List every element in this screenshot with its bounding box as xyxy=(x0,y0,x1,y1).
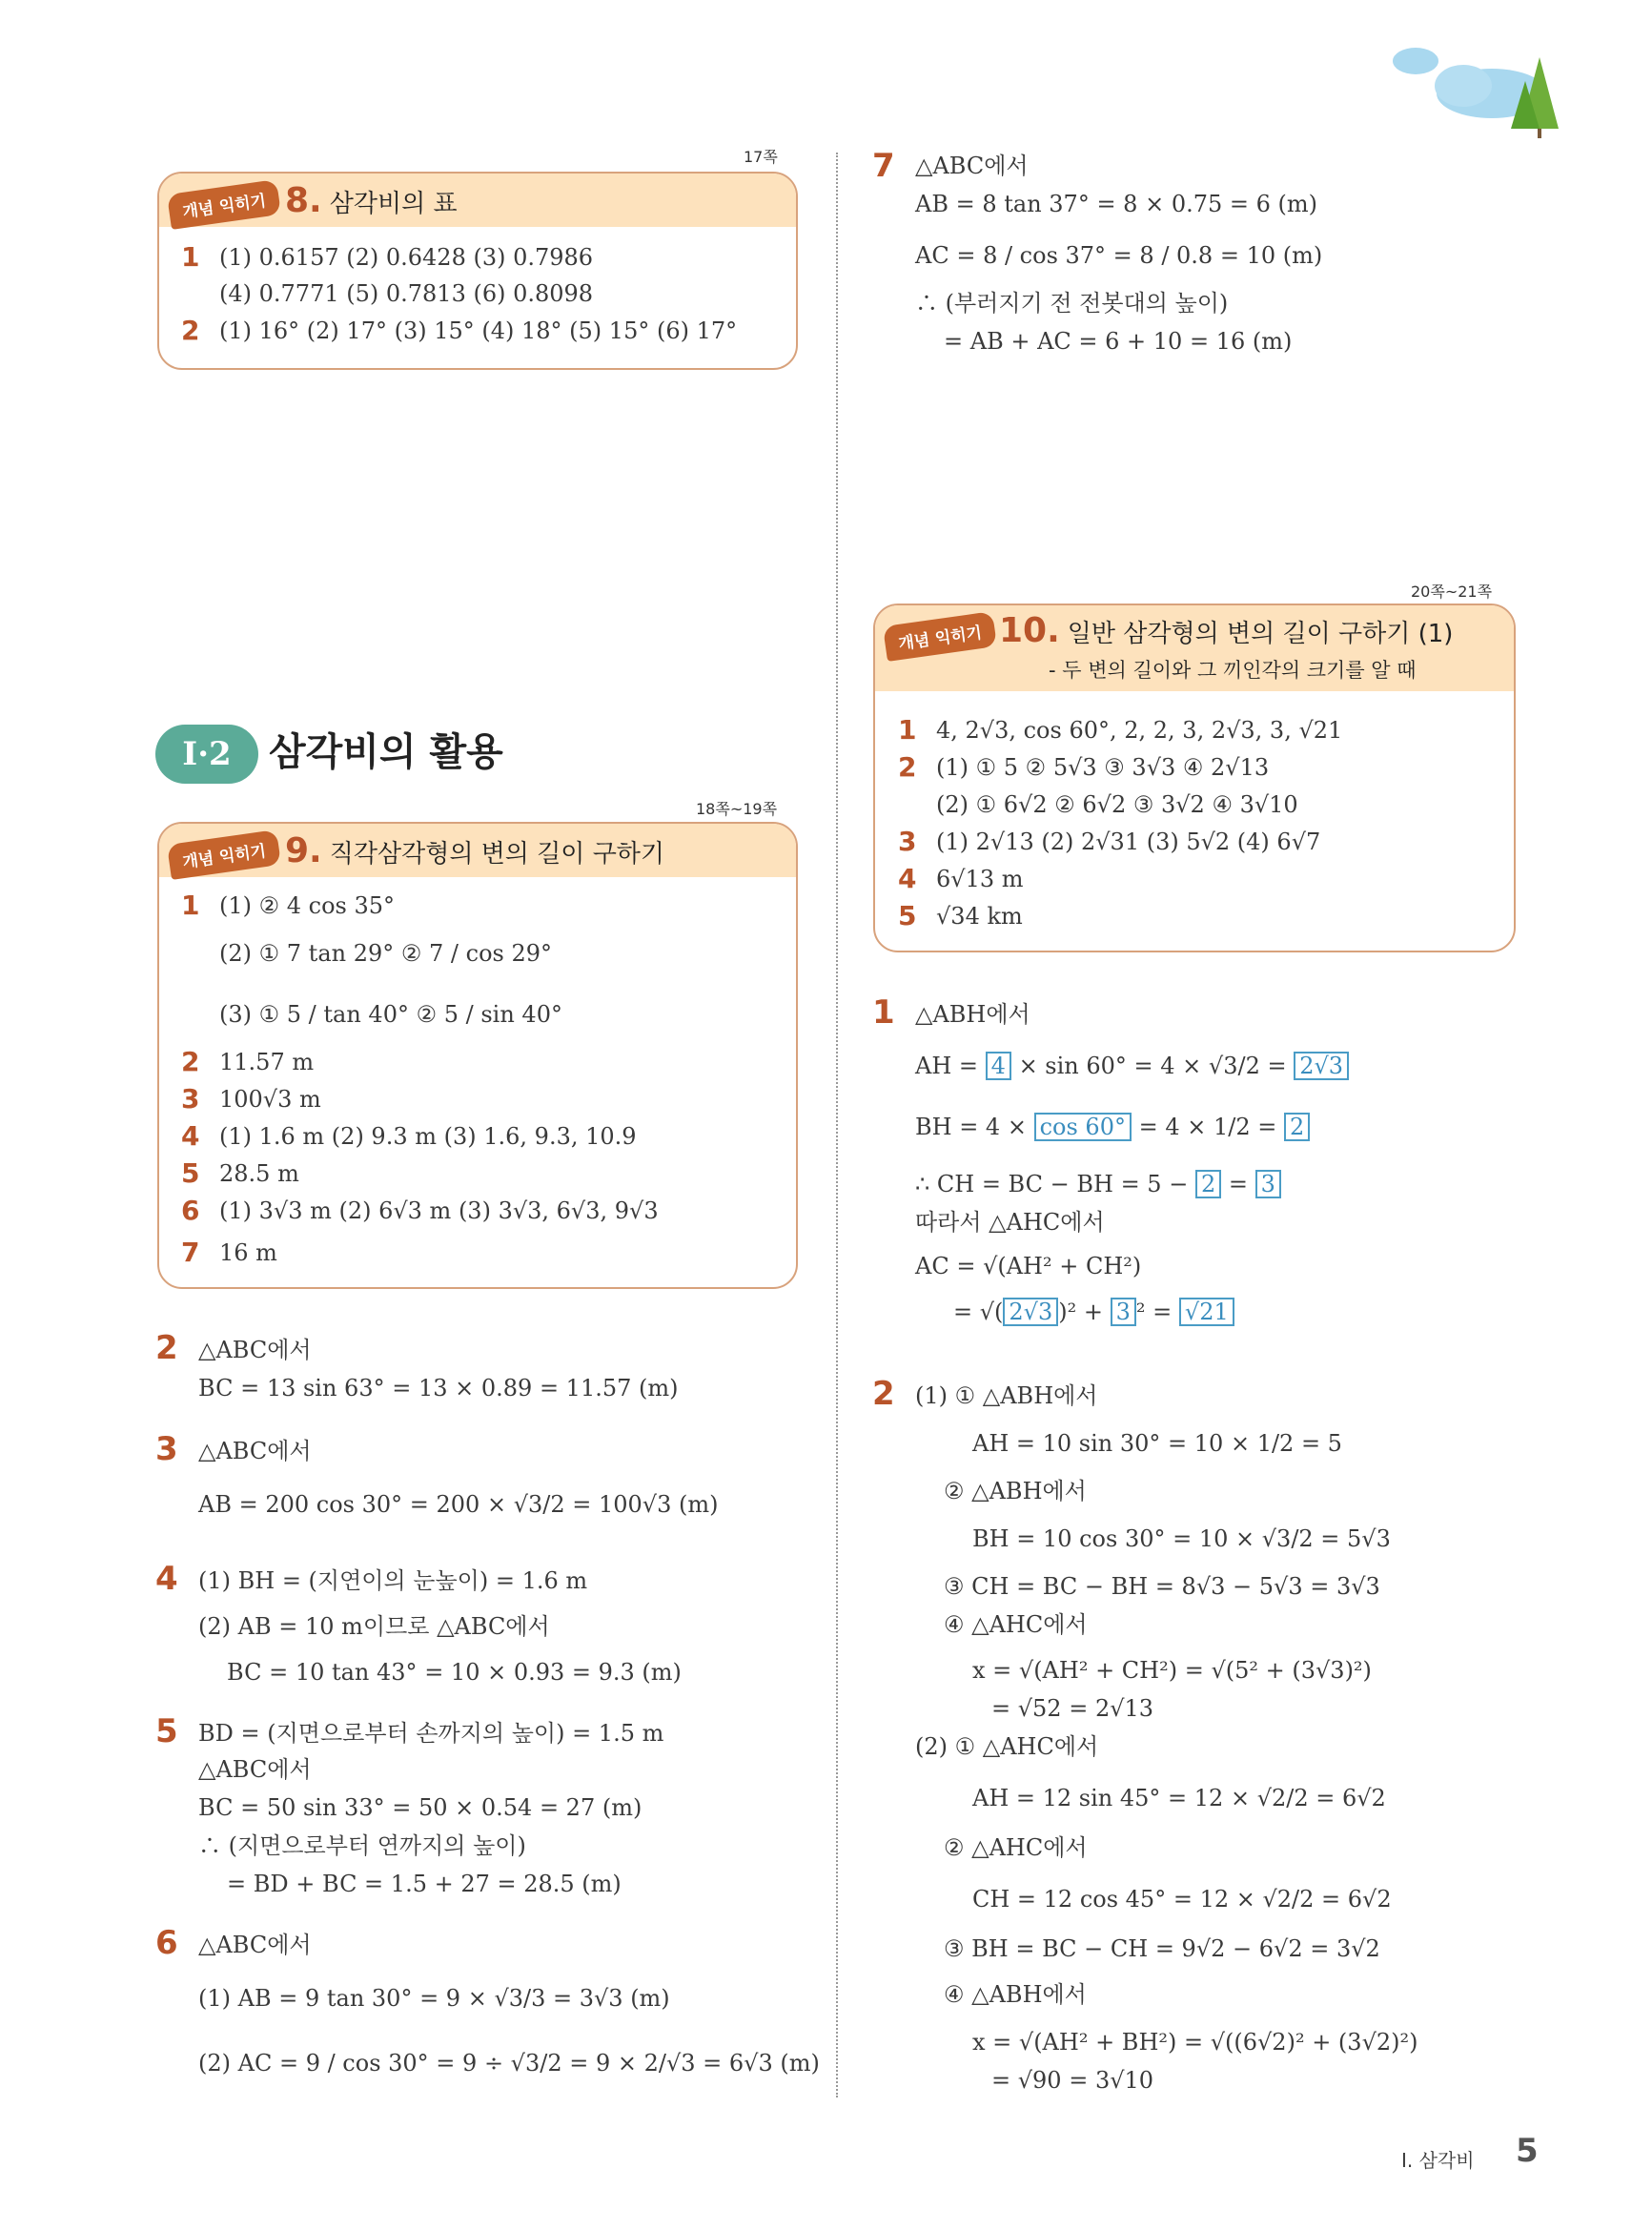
answer-num: 1 xyxy=(898,714,917,746)
solution-line: BH = 10 cos 30° = 10 × √3/2 = 5√3 xyxy=(972,1525,1391,1552)
solution-line: (2) AB = 10 m이므로 △ABC에서 xyxy=(198,1613,550,1640)
answer-line: 16 m xyxy=(219,1239,277,1266)
answer-num: 4 xyxy=(181,1120,200,1152)
solution-line: AC = 8 / cos 37° = 8 / 0.8 = 10 (m) xyxy=(915,242,1323,269)
answer-num: 5 xyxy=(181,1157,200,1189)
solution-line: AB = 200 cos 30° = 200 × √3/2 = 100√3 (m) xyxy=(198,1491,719,1518)
solution-line: △ABC에서 xyxy=(198,1756,312,1783)
solution-line: (1) ① △ABH에서 xyxy=(915,1382,1098,1409)
solution-line: = √90 = 3√10 xyxy=(991,2067,1154,2094)
answer-box: 2 xyxy=(1284,1113,1310,1141)
solution-line: x = √(AH² + CH²) = √(5² + (3√3)²) xyxy=(972,1657,1372,1684)
answer-num: 1 xyxy=(181,890,200,921)
solution-line: ③ CH = BC − BH = 8√3 − 5√3 = 3√3 xyxy=(944,1573,1380,1600)
answer-line: (1) 16° (2) 17° (3) 15° (4) 18° (5) 15° (6) 17° xyxy=(219,317,738,344)
solution-line: (1) BH = (지연이의 눈높이) = 1.6 m xyxy=(198,1567,588,1594)
solution-line: AC = √(AH² + CH²) xyxy=(915,1253,1142,1279)
answer-num: 4 xyxy=(898,863,917,894)
solution-line: (2) ① △AHC에서 xyxy=(915,1733,1099,1760)
solution-line: △ABC에서 xyxy=(198,1438,312,1464)
solution-line: △ABC에서 xyxy=(915,153,1029,179)
solution-line: BC = 13 sin 63° = 13 × 0.89 = 11.57 (m) xyxy=(198,1375,679,1401)
answer-num: 6 xyxy=(181,1195,200,1226)
answer-num: 2 xyxy=(181,315,200,346)
solution-line: △ABC에서 xyxy=(198,1337,312,1363)
chapter-badge: I·2 xyxy=(155,725,258,784)
solution-line: ② △AHC에서 xyxy=(944,1834,1088,1861)
solution-num: 4 xyxy=(155,1560,178,1598)
page-number: 5 xyxy=(1516,2132,1539,2170)
solution-line: AH = 12 sin 45° = 12 × √2/2 = 6√2 xyxy=(972,1785,1386,1811)
solution-line: ∴ (지면으로부터 연까지의 높이) xyxy=(198,1832,526,1859)
solution-line: ③ BH = BC − CH = 9√2 − 6√2 = 3√2 xyxy=(944,1935,1380,1962)
solution-line: (2) AC = 9 / cos 30° = 9 ÷ √3/2 = 9 × 2/√3 = 6√3 (m) xyxy=(198,2050,820,2077)
solution-line: BC = 50 sin 33° = 50 × 0.54 = 27 (m) xyxy=(198,1794,642,1821)
solution-num: 2 xyxy=(872,1375,895,1413)
solution-num: 2 xyxy=(155,1329,178,1367)
solution-line: CH = 12 cos 45° = 12 × √2/2 = 6√2 xyxy=(972,1886,1392,1913)
section-8-title: 8. 삼각비의 표 xyxy=(285,181,458,220)
solution-line: = AB + AC = 6 + 10 = 16 (m) xyxy=(944,328,1293,355)
answer-line: (4) 0.7771 (5) 0.7813 (6) 0.8098 xyxy=(219,280,594,307)
answer-line: 4, 2√3, cos 60°, 2, 2, 3, 2√3, 3, √21 xyxy=(936,717,1343,744)
answer-line: (3) ① 5 / tan 40° ② 5 / sin 40° xyxy=(219,1001,562,1028)
page-ref-9: 18쪽~19쪽 xyxy=(696,800,778,818)
answer-line: 6√13 m xyxy=(936,866,1024,892)
footer-chapter: I. 삼각비 xyxy=(1401,2149,1475,2172)
section-9-title: 9. 직각삼각형의 변의 길이 구하기 xyxy=(285,831,665,870)
solution-line: AH = 10 sin 30° = 10 × 1/2 = 5 xyxy=(972,1430,1342,1457)
page-ref-10: 20쪽~21쪽 xyxy=(1411,583,1493,601)
concept-tag: 개념 익히기 xyxy=(883,611,997,662)
answer-box: 2√3 xyxy=(1294,1052,1349,1080)
solution-line: BH = 4 × cos 60° = 4 × 1/2 = 2 xyxy=(915,1112,1310,1142)
answer-line: (1) 1.6 m (2) 9.3 m (3) 1.6, 9.3, 10.9 xyxy=(219,1123,637,1150)
solution-line: (1) AB = 9 tan 30° = 9 × √3/3 = 3√3 (m) xyxy=(198,1985,670,2012)
answer-num: 2 xyxy=(181,1046,200,1077)
solution-line: ② △ABH에서 xyxy=(944,1478,1087,1504)
solution-line: ∴ CH = BC − BH = 5 − 2 = 3 xyxy=(915,1169,1281,1199)
answer-num: 1 xyxy=(181,241,200,273)
section-9-number: 9. xyxy=(285,831,322,870)
answer-line: 11.57 m xyxy=(219,1049,315,1075)
answer-line: (2) ① 7 tan 29° ② 7 / cos 29° xyxy=(219,940,553,967)
solution-line: BD = (지면으로부터 손까지의 높이) = 1.5 m xyxy=(198,1720,664,1747)
answer-box: 2√3 xyxy=(1003,1298,1058,1326)
answer-line: 28.5 m xyxy=(219,1160,299,1187)
solution-line: = √52 = 2√13 xyxy=(991,1695,1154,1722)
answer-box: 4 xyxy=(986,1052,1011,1080)
solution-num: 5 xyxy=(155,1712,178,1750)
answer-num: 2 xyxy=(898,751,917,783)
solution-line: ④ △AHC에서 xyxy=(944,1611,1088,1638)
answer-line: (1) 0.6157 (2) 0.6428 (3) 0.7986 xyxy=(219,244,594,271)
solution-line: ④ △ABH에서 xyxy=(944,1981,1087,2008)
section-10-number: 10. xyxy=(999,611,1060,650)
solution-line: AB = 8 tan 37° = 8 × 0.75 = 6 (m) xyxy=(915,191,1318,217)
solution-line: △ABH에서 xyxy=(915,1001,1030,1028)
solution-line: AH = 4 × sin 60° = 4 × √3/2 = 2√3 xyxy=(915,1051,1349,1081)
answer-line: (1) ② 4 cos 35° xyxy=(219,892,396,919)
answer-num: 3 xyxy=(898,826,917,857)
answer-num: 5 xyxy=(898,900,917,931)
section-10-title: 10. 일반 삼각형의 변의 길이 구하기 (1) xyxy=(999,611,1454,650)
concept-tag: 개념 익히기 xyxy=(167,179,281,230)
solution-line: ∴ (부러지기 전 전봇대의 높이) xyxy=(915,290,1229,317)
solution-line: △ABC에서 xyxy=(198,1932,312,1958)
solution-num: 7 xyxy=(872,147,895,185)
solution-line: 따라서 △AHC에서 xyxy=(915,1209,1105,1236)
solution-line: BC = 10 tan 43° = 10 × 0.93 = 9.3 (m) xyxy=(227,1659,682,1686)
answer-line: (1) 3√3 m (2) 6√3 m (3) 3√3, 6√3, 9√3 xyxy=(219,1197,659,1224)
section-8-number: 8. xyxy=(285,181,322,220)
chapter-title: 삼각비의 활용 xyxy=(269,730,503,774)
answer-box: cos 60° xyxy=(1034,1113,1132,1141)
answer-box: 3 xyxy=(1111,1298,1136,1326)
answer-num: 3 xyxy=(181,1083,200,1115)
solution-line: x = √(AH² + BH²) = √((6√2)² + (3√2)²) xyxy=(972,2029,1418,2056)
answer-num: 7 xyxy=(181,1237,200,1268)
solution-line: = √( 2√3 )² + 3 ² = √21 xyxy=(953,1297,1234,1327)
solution-line: = BD + BC = 1.5 + 27 = 28.5 (m) xyxy=(227,1871,622,1897)
cloud-tree-decoration xyxy=(1387,38,1578,143)
answer-line: (1) 2√13 (2) 2√31 (3) 5√2 (4) 6√7 xyxy=(936,829,1321,855)
section-10-subtitle: - 두 변의 길이와 그 끼인각의 크기를 알 때 xyxy=(1049,659,1417,682)
page-ref-8: 17쪽 xyxy=(744,148,778,166)
column-divider xyxy=(836,153,838,2097)
solution-num: 1 xyxy=(872,993,895,1032)
answer-line: (1) ① 5 ② 5√3 ③ 3√3 ④ 2√13 xyxy=(936,754,1270,781)
answer-line: 100√3 m xyxy=(219,1086,321,1113)
answer-line: √34 km xyxy=(936,903,1023,930)
solution-num: 3 xyxy=(155,1430,178,1468)
answer-box: 3 xyxy=(1255,1170,1281,1198)
answer-box: √21 xyxy=(1179,1298,1234,1326)
answer-line: (2) ① 6√2 ② 6√2 ③ 3√2 ④ 3√10 xyxy=(936,791,1298,818)
solution-num: 6 xyxy=(155,1924,178,1962)
concept-tag: 개념 익히기 xyxy=(167,829,281,880)
answer-box: 2 xyxy=(1195,1170,1221,1198)
